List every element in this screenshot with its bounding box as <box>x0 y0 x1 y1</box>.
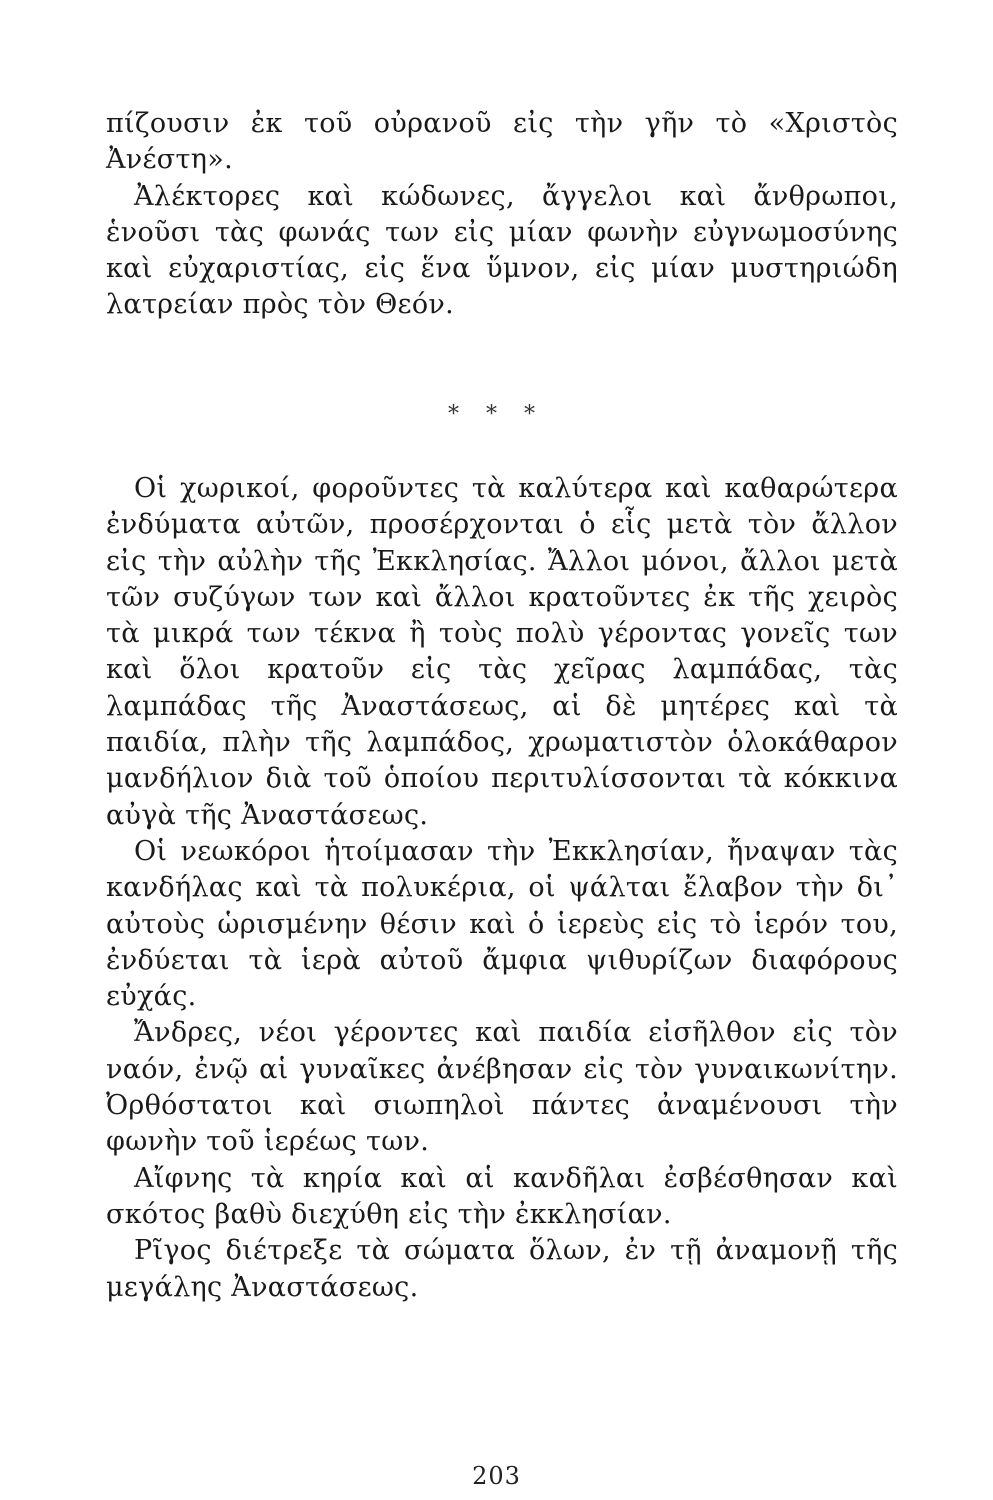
text-section-2 <box>106 471 898 1306</box>
text-section-1 <box>106 106 898 324</box>
paragraph-continuation: πίζουσιν ἐκ τοῦ οὐρανοῦ εἰς τὴν γῆν τὸ «Χριστὸς Ἀνέστη». <box>106 108 898 176</box>
paragraph-men-women: Ἄνδρες, νέοι γέροντες καὶ παιδία εἰσῆλθον εἰς τὸν ναόν, ἐνῷ αἱ γυναῖκες ἀνέβησαν εἰς τὸν γυναικωνίτην. Ὀρθόστατοι καὶ σιωπηλοὶ πάντες ἀναμένουσι τὴν φωνὴν τοῦ ἱερέως των. <box>106 1017 898 1158</box>
paragraph-roosters-bells: Ἀλέκτορες καὶ κώδωνες, ἄγγελοι καὶ ἄνθρωποι, ἑνοῦσι τὰς φωνάς των εἰς μίαν φωνὴν εὐγνωμοσύνης καὶ εὐχαριστίας, εἰς ἕνα ὕμνον, εἰς μίαν μυστηριώδη λατρείαν πρὸς τὸν Θεόν. <box>106 180 898 321</box>
page-number: 203 <box>472 1462 521 1490</box>
paragraph-shiver: Ρῖγος διέτρεξε τὰ σώματα ὅλων, ἐν τῇ ἀναμονῇ τῆς μεγάλης Ἀναστάσεως. <box>106 1235 898 1303</box>
paragraph-candles-extinguished: Αἴφνης τὰ κηρία καὶ αἱ κανδῆλαι ἐσβέσθησαν καὶ σκότος βαθὺ διεχύθη εἰς τὴν ἐκκλησίαν. <box>106 1162 898 1230</box>
section-separator: * * * <box>448 402 545 427</box>
paragraph-sextons: Οἱ νεωκόροι ἡτοίμασαν τὴν Ἐκκλησίαν, ἤναψαν τὰς κανδήλας καὶ τὰ πολυκέρια, οἱ ψάλται ἔλαβον τὴν δι᾽ αὐτοὺς ὡρισμένην θέσιν καὶ ὁ ἱερεὺς εἰς τὸ ἱερόν του, ἐνδύεται τὰ ἱερὰ αὐτοῦ ἄμφια ψιθυρίζων διαφόρους εὐχάς. <box>106 835 898 1013</box>
paragraph-villagers: Οἱ χωρικοί, φοροῦντες τὰ καλύτερα καὶ καθαρώτερα ἐνδύματα αὐτῶν, προσέρχονται ὁ εἷς μετὰ τὸν ἄλλον εἰς τὴν αὐλὴν τῆς Ἐκκλησίας. Ἄλλοι μόνοι, ἄλλοι μετὰ τῶν συζύγων των καὶ ἄλλοι κρατοῦντες ἐκ τῆς χειρὸς τὰ μικρά των τέκνα ἢ τοὺς πολὺ γέροντας γονεῖς των καὶ ὅλοι κρατοῦν εἰς τὰς χεῖρας λαμπάδας, τὰς λαμπάδας τῆς Ἀναστάσεως, αἱ δὲ μητέρες καὶ τὰ παιδία, πλὴν τῆς λαμπάδος, χρωματιστὸν ὁλοκάθαρον μανδήλιον διὰ τοῦ ὁποίου περιτυλίσσονται τὰ κόκκινα αὐγὰ τῆς Ἀναστάσεως. <box>106 473 898 831</box>
